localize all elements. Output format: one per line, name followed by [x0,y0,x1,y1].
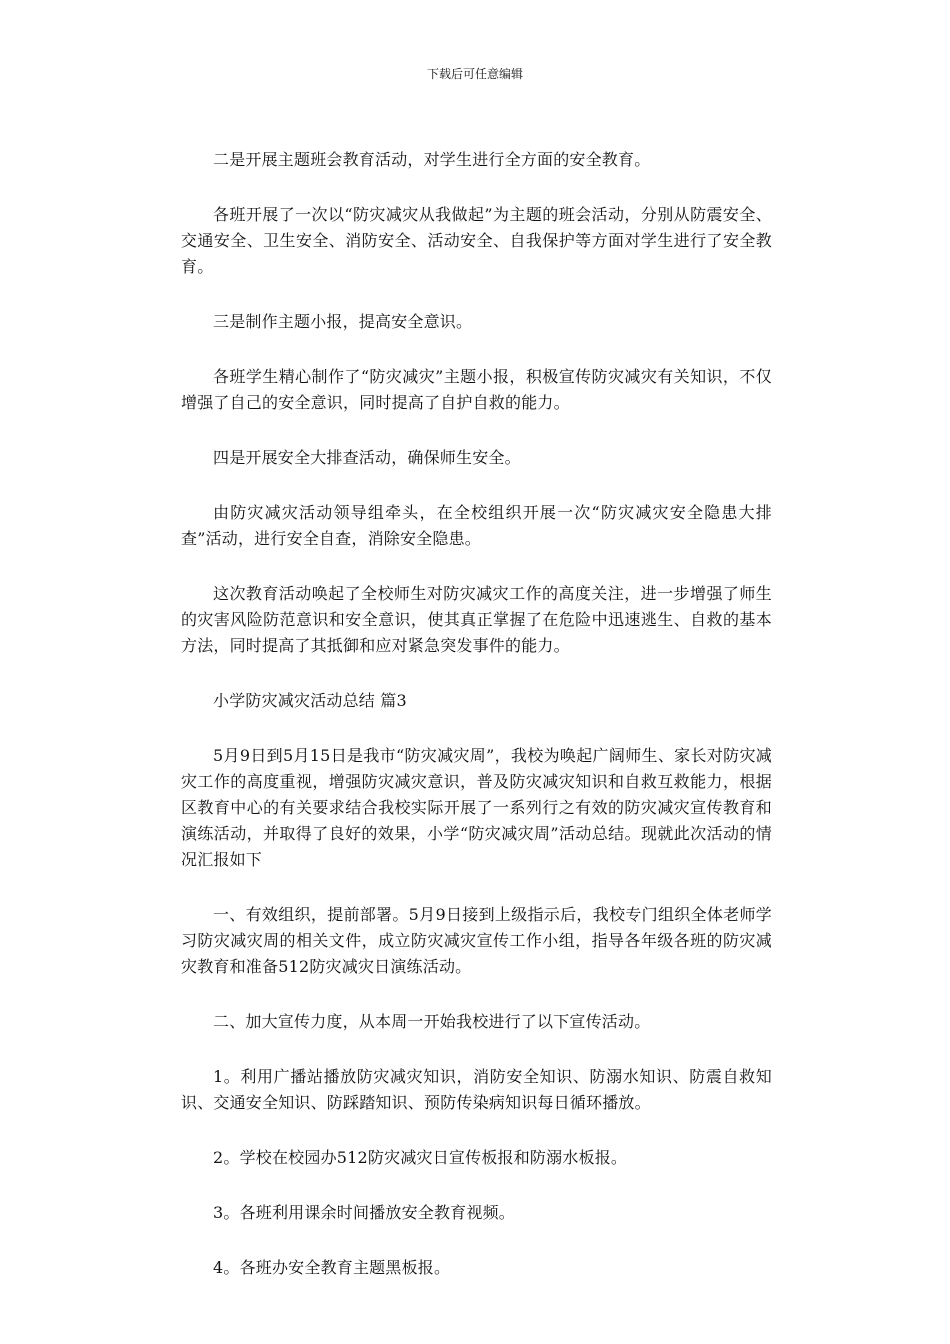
list-item: 2。学校在校园办512防灾减灾日宣传板报和防溺水板报。 [213,1148,628,1167]
paragraph: 5月9日到5月15日是我市“防灾减灾周”，我校为唤起广阔师生、家长对防灾减灾工作的高度重视，增强防灾减灾意识，普及防灾减灾知识和自救互救能力，根据区教育中心的有关要求结合我校实际开展了一系列行之有效的防灾减灾宣传教育和演练活动，并取得了良好的效果，小学“防灾减灾周”活动总结。现就此次活动的情况汇报如下 [181,746,772,869]
paragraph: 一、有效组织，提前部署。5月9日接到上级指示后，我校专门组织全体老师学习防灾减灾周的相关文件，成立防灾减灾宣传工作小组，指导各年级各班的防灾减灾教育和准备512防灾减灾日演练活动。 [181,905,772,976]
paragraph: 由防灾减灾活动领导组牵头，在全校组织开展一次“防灾减灾安全隐患大排查”活动，进行安全自查，消除安全隐患。 [181,503,772,548]
paragraph: 各班开展了一次以“防灾减灾从我做起”为主题的班会活动，分别从防震安全、交通安全、卫生安全、消防安全、活动安全、自我保护等方面对学生进行了安全教育。 [181,205,772,276]
paragraph: 这次教育活动唤起了全校师生对防灾减灾工作的高度关注，进一步增强了师生的灾害风险防范意识和安全意识，使其真正掌握了在危险中迅速逃生、自救的基本方法，同时提高了其抵御和应对紧急突发事件的能力。 [181,584,772,655]
list-item: 3。各班利用课余时间播放安全教育视频。 [213,1203,515,1222]
page-header-note: 下载后可任意编辑 [426,67,523,81]
paragraph: 各班学生精心制作了“防灾减灾”主题小报，积极宣传防灾减灾有关知识，不仅增强了自己的安全意识，同时提高了自护自救的能力。 [181,367,772,412]
paragraph: 二、加大宣传力度，从本周一开始我校进行了以下宣传活动。 [213,1012,651,1031]
list-item: 4。各班办安全教育主题黑板报。 [213,1258,451,1277]
document-body [181,147,772,1310]
section-heading: 小学防灾减灾活动总结 篇3 [213,691,407,710]
paragraph: 二是开展主题班会教育活动，对学生进行全方面的安全教育。 [213,150,651,169]
paragraph: 三是制作主题小报，提高安全意识。 [213,312,473,331]
list-item: 1。利用广播站播放防灾减灾知识，消防安全知识、防溺水知识、防震自救知识、交通安全知识、防踩踏知识、预防传染病知识每日循环播放。 [181,1067,772,1112]
paragraph: 四是开展安全大排查活动，确保师生安全。 [213,448,521,467]
